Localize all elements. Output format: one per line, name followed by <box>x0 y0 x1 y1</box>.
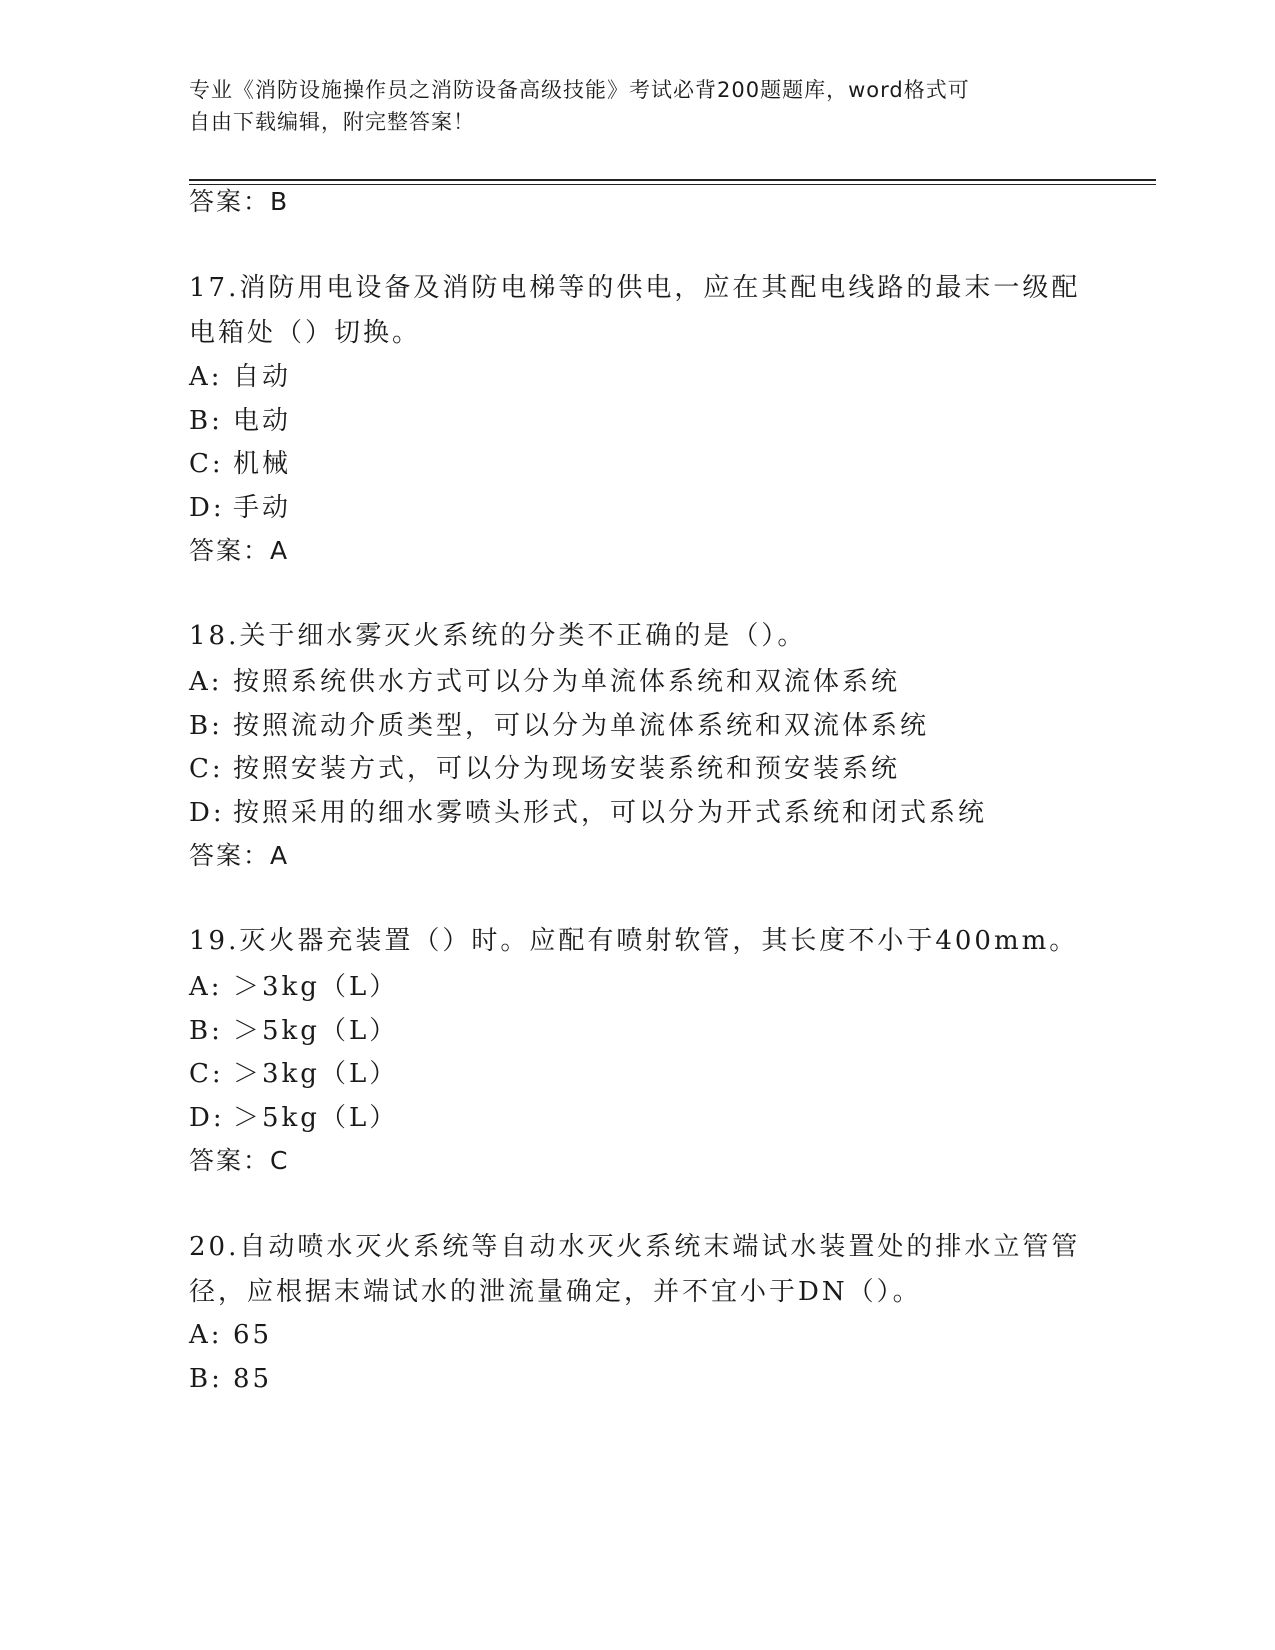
question-20-stem <box>189 1225 1089 1315</box>
header-line-2: 自由下载编辑，附完整答案！ <box>189 110 475 134</box>
question-18-option-d <box>189 796 987 830</box>
option-letter: D: <box>189 798 225 828</box>
header-divider-thick <box>189 179 1156 181</box>
prev-answer: 答案：B <box>189 187 290 216</box>
question-17-stem-line-2: 电箱处（）切换。 <box>189 318 422 348</box>
question-19-answer: 答案：C <box>189 1146 290 1175</box>
question-17-option-d <box>189 491 291 525</box>
option-text: 65 <box>233 1320 273 1350</box>
option-text: 按照安装方式，可以分为现场安装系统和预安装系统 <box>233 754 901 784</box>
question-17-option-c <box>189 447 291 481</box>
question-20-stem-line-2: 径，应根据末端试水的泄流量确定，并不宜小于DN（）。 <box>189 1277 922 1307</box>
option-letter: B: <box>189 711 223 741</box>
option-text: ＞5kg（L） <box>233 1103 399 1133</box>
question-19-stem <box>189 919 1089 964</box>
question-17-option-a <box>189 360 291 394</box>
option-letter: B: <box>189 406 223 436</box>
document-header <box>189 74 1089 138</box>
option-text: ＞3kg（L） <box>233 972 399 1002</box>
option-text: 85 <box>233 1364 273 1394</box>
question-19-stem-line-1: 19.灭火器充装置（）时。应配有喷射软管，其长度不小于400mm。 <box>189 926 1079 956</box>
option-text: 机械 <box>233 449 292 479</box>
question-17-answer: 答案：A <box>189 536 290 565</box>
question-20-option-a <box>189 1318 272 1352</box>
option-text: 按照采用的细水雾喷头形式，可以分为开式系统和闭式系统 <box>233 798 988 828</box>
question-17-stem <box>189 266 1089 356</box>
question-17-stem-line-1: 17.消防用电设备及消防电梯等的供电，应在其配电线路的最末一级配 <box>189 273 1081 303</box>
option-text: ＞3kg（L） <box>233 1059 399 1089</box>
question-18-stem <box>189 614 1089 659</box>
question-18-stem-line-1: 18.关于细水雾灭火系统的分类不正确的是（）。 <box>189 621 807 651</box>
question-19-option-a <box>189 970 398 1004</box>
option-text: 按照流动介质类型，可以分为单流体系统和双流体系统 <box>233 711 930 741</box>
question-18-option-b <box>189 709 929 743</box>
option-text: ＞5kg（L） <box>233 1016 399 1046</box>
option-letter: C: <box>189 1059 224 1089</box>
option-text: 电动 <box>233 406 292 436</box>
option-letter: A: <box>189 362 223 392</box>
question-19-option-d <box>189 1101 398 1135</box>
question-18-option-a <box>189 665 900 699</box>
question-19-option-b <box>189 1014 398 1048</box>
question-20-option-b <box>189 1362 272 1396</box>
option-letter: D: <box>189 1103 225 1133</box>
option-letter: B: <box>189 1364 223 1394</box>
option-letter: A: <box>189 972 223 1002</box>
question-17-option-b <box>189 404 291 438</box>
question-20-stem-line-1: 20.自动喷水灭火系统等自动水灭火系统末端试水装置处的排水立管管 <box>189 1232 1081 1262</box>
question-18-answer: 答案：A <box>189 841 290 870</box>
option-text: 手动 <box>233 493 292 523</box>
option-letter: D: <box>189 493 225 523</box>
option-text: 按照系统供水方式可以分为单流体系统和双流体系统 <box>233 667 901 697</box>
header-divider-thin <box>189 184 1156 185</box>
question-19-option-c <box>189 1057 398 1091</box>
option-letter: A: <box>189 667 223 697</box>
question-18-option-c <box>189 752 900 786</box>
option-letter: A: <box>189 1320 223 1350</box>
option-letter: C: <box>189 754 224 784</box>
option-text: 自动 <box>233 362 292 392</box>
option-letter: C: <box>189 449 224 479</box>
option-letter: B: <box>189 1016 223 1046</box>
header-line-1: 专业《消防设施操作员之消防设备高级技能》考试必背200题题库，word格式可 <box>189 78 970 102</box>
